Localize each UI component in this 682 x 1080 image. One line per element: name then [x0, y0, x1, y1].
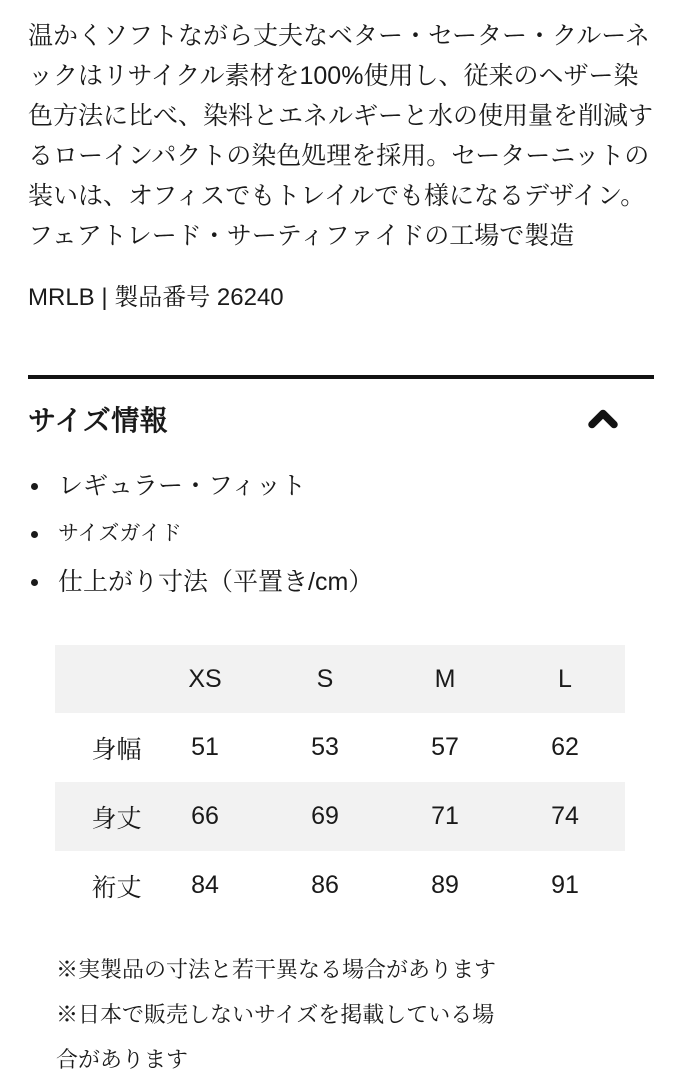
size-col-header-s: S — [316, 664, 334, 693]
description-line: るローインパクトの染色処理を採用。セーターニットの — [28, 142, 650, 170]
size-col-header-l: L — [558, 664, 572, 693]
size-notes — [56, 947, 654, 1080]
row-label: 裄丈 — [91, 873, 142, 902]
note-line: ※実製品の寸法と若干異なる場合があります — [56, 957, 497, 982]
size-cell: 89 — [431, 871, 459, 899]
size-cell: 71 — [431, 802, 459, 830]
size-cell: 91 — [551, 871, 579, 899]
size-table-header-row — [55, 645, 625, 713]
bullet-item-regular-fit: レギュラー・フィット — [28, 462, 654, 510]
description-line: フェアトレード・サーティファイドの工場で製造 — [28, 222, 575, 250]
product-code: MRLB | 製品番号 26240 — [28, 284, 284, 311]
section-divider — [28, 375, 654, 379]
size-cell: 62 — [551, 733, 579, 761]
description-line: 温かくソフトながら丈夫なベター・セーター・クルーネ — [28, 22, 651, 50]
size-col-header-xs: XS — [188, 664, 222, 693]
note-line: 合があります — [56, 1047, 189, 1072]
description-line: 装いは、オフィスでもトレイルでも様になるデザイン。 — [28, 182, 646, 210]
size-col-header-m: M — [434, 664, 456, 693]
bullet-item-measurements: 仕上がり寸法（平置き/cm） — [28, 558, 654, 606]
size-section-title: サイズ情報 — [28, 405, 169, 436]
description-paragraph — [28, 16, 654, 256]
measurement-row-body-width — [55, 713, 625, 782]
size-cell: 53 — [311, 733, 339, 761]
size-cell: 74 — [551, 802, 579, 830]
size-cell: 51 — [191, 733, 219, 761]
measurement-row-sleeve-length — [55, 851, 625, 920]
chevron-up-icon[interactable] — [588, 409, 618, 429]
row-label: 身幅 — [91, 735, 142, 764]
size-cell: 86 — [311, 871, 339, 899]
size-section-header[interactable] — [28, 398, 654, 440]
measurement-row-body-length — [55, 782, 625, 851]
size-bullet-list — [28, 462, 654, 606]
size-cell: 84 — [191, 871, 219, 899]
row-label: 身丈 — [91, 804, 142, 833]
note-line: ※日本で販売しないサイズを掲載している場 — [56, 1002, 495, 1027]
size-col-header-empty — [55, 645, 145, 713]
size-cell: 66 — [191, 802, 219, 830]
description-line: 色方法に比べ、染料とエネルギーと水の使用量を削減す — [28, 102, 654, 130]
size-table — [55, 645, 625, 920]
size-cell: 57 — [431, 733, 459, 761]
bullet-item-size-guide[interactable]: サイズガイド — [28, 510, 654, 558]
description-line: ックはリサイクル素材を100%使用し、従来のヘザー染 — [28, 62, 639, 90]
size-cell: 69 — [311, 802, 339, 830]
